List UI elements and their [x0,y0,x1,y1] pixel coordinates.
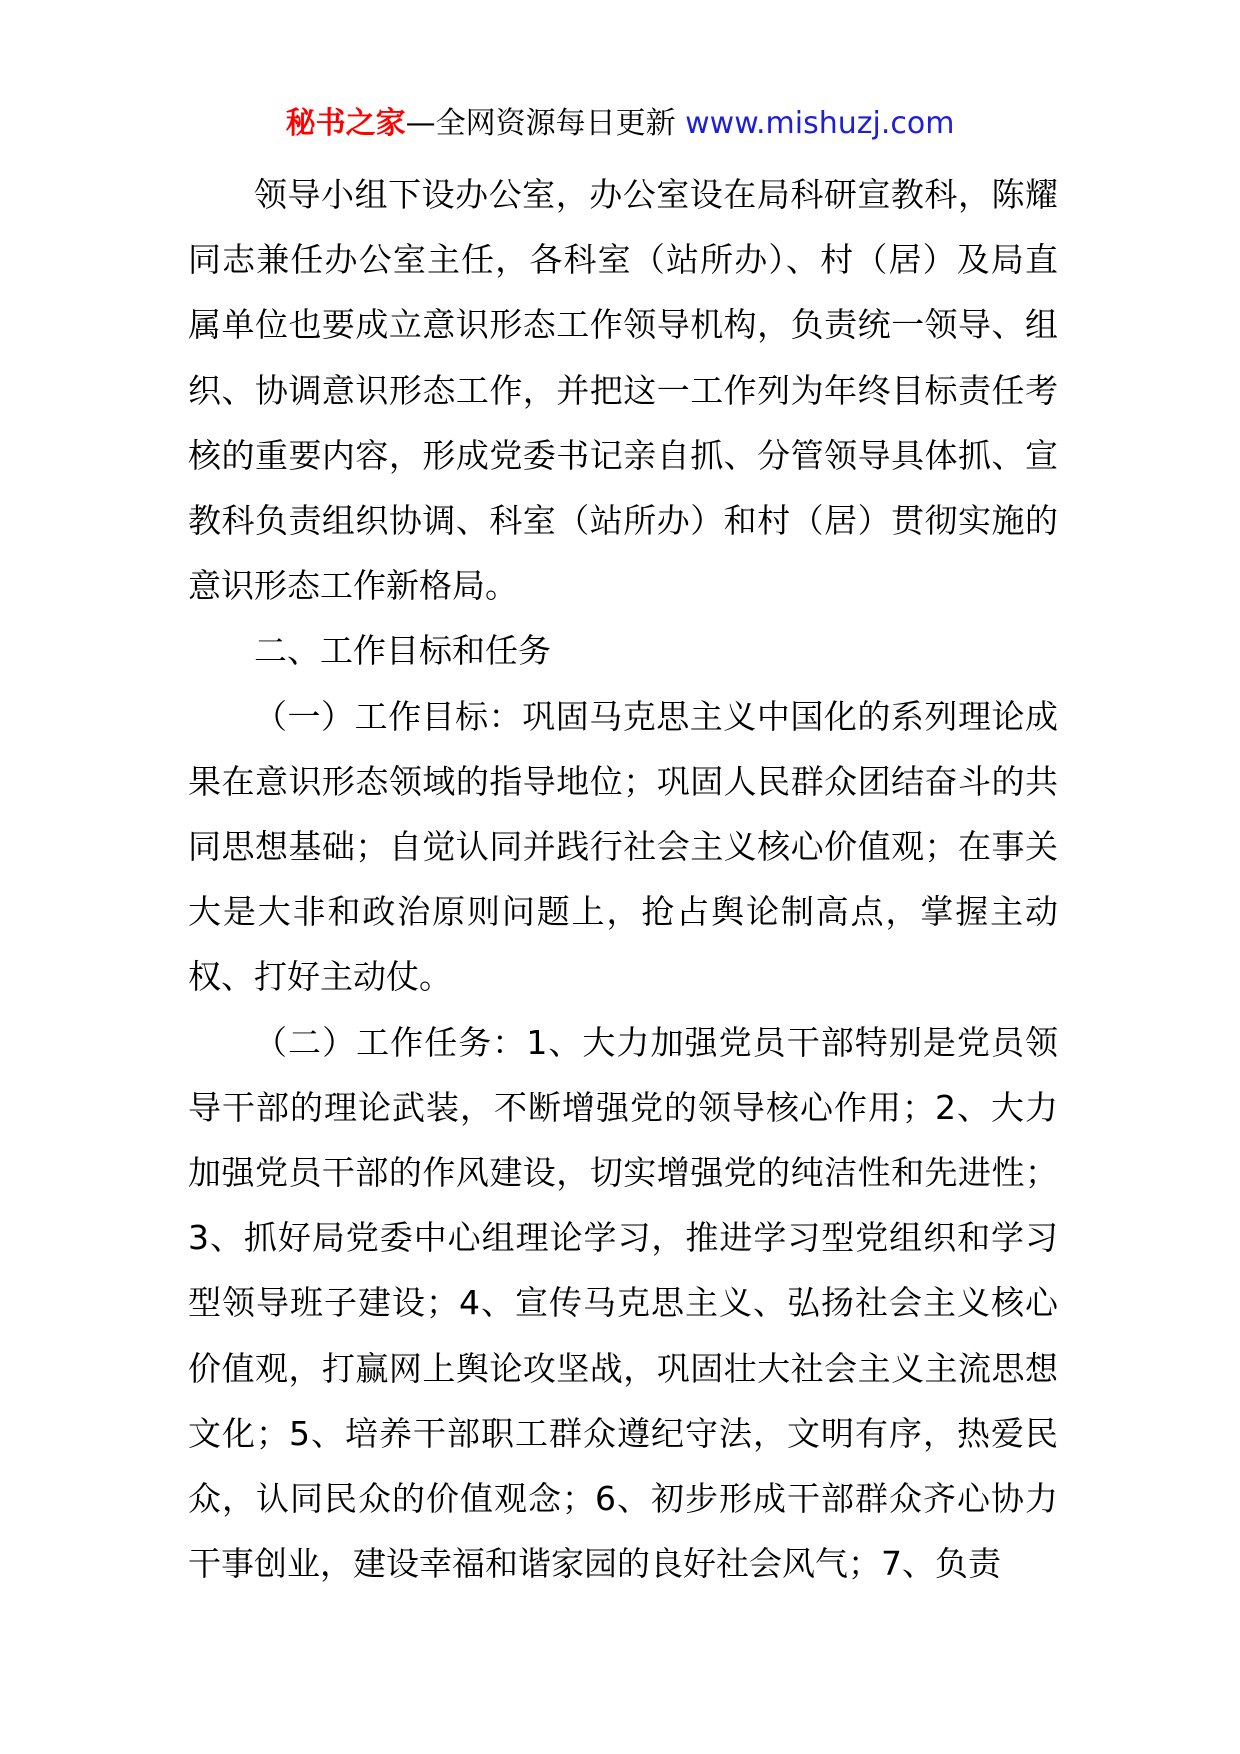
brand-name: 秘书之家 [285,106,406,141]
paragraph-work-tasks: （二）工作任务：1、大力加强党员干部特别是党员领导干部的理论武装，不断增强党的领导核心作用；2、大力加强党员干部的作风建设，切实增强党的纯洁性和先进性；3、抓好局党委中心组理论学习，推进学习型党组织和学习型领导班子建设；4、宣传马克思主义、弘扬社会主义核心价值观，打赢网上舆论攻坚战，巩固壮大社会主义主流思想文化；5、培养干部职工群众遵纪守法，文明有序，热爱民众，认同民众的价值观念；6、初步形成干部群众齐心协力干事创业，建设幸福和谐家园的良好社会风气；7、负责 [188,1022,1058,1584]
site-header [0,100,1240,148]
paragraph-work-goals: （一）工作目标：巩固马克思主义中国化的系列理论成果在意识形态领域的指导地位；巩固人民群众团结奋斗的共同思想基础；自觉认同并践行社会主义核心价值观；在事关大是大非和政治原则问题上，抢占舆论制高点，掌握主动权、打好主动仗。 [188,696,1058,997]
section-heading-goals-tasks: 二、工作目标和任务 [254,631,551,671]
document-body [188,162,1058,1596]
header-tagline: —全网资源每日更新 [405,106,676,141]
paragraph-office-setup: 领导小组下设办公室，办公室设在局科研宣教科，陈耀同志兼任办公室主任，各科室（站所办）、村（居）及局直属单位也要成立意识形态工作领导机构，负责统一领导、组织、协调意识形态工作，并把这一工作列为年终目标责任考核的重要内容，形成党委书记亲自抓、分管领导具体抓、宣教科负责组织协调、科室（站所办）和村（居）贯彻实施的意识形态工作新格局。 [188,175,1058,606]
site-url-link[interactable]: www.mishuzj.com [685,106,955,141]
